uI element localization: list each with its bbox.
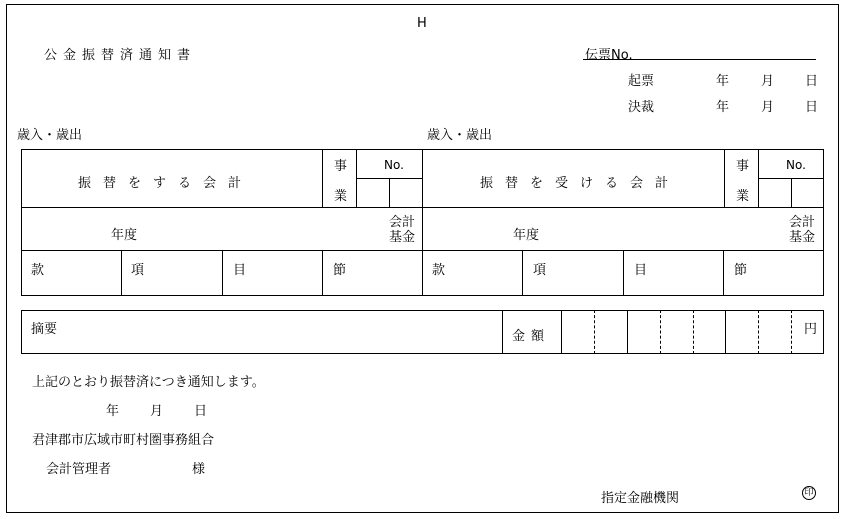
kessai-day: 日 (805, 100, 819, 115)
left-moku-line (222, 250, 223, 296)
left-jigyo-label-1: 事 (334, 159, 348, 174)
left-kikin-label: 基金 (389, 230, 416, 245)
kingaku-right-line (561, 310, 562, 354)
right-jigyo-label-2: 業 (736, 189, 750, 204)
left-kan-label: 款 (31, 263, 45, 278)
right-moku-line (623, 250, 624, 296)
footer-day: 日 (194, 404, 208, 419)
kihyo-day: 日 (805, 74, 819, 89)
digit-divider (758, 310, 759, 354)
right-moku-label: 目 (634, 263, 648, 278)
right-nendo-label: 年度 (513, 228, 540, 243)
bank-label: 指定金融機関 (601, 491, 680, 506)
right-kaikei-label: 会計 (789, 215, 816, 230)
left-moku-label: 目 (233, 263, 247, 278)
footer-year: 年 (106, 404, 120, 419)
right-kou-label: 項 (533, 263, 547, 278)
left-kaikei-label: 会計 (389, 215, 416, 230)
kessai-year: 年 (716, 100, 730, 115)
kihyo-month: 月 (761, 74, 775, 89)
right-no-label: No. (786, 158, 806, 172)
seal-label: 印 (804, 488, 814, 498)
left-nendo-label: 年度 (111, 228, 138, 243)
left-no-split (389, 178, 390, 207)
right-account-label: 振替を受ける会計 (480, 176, 681, 191)
seal-mark (802, 486, 816, 500)
main-center-line (422, 149, 423, 296)
kihyo-label: 起票 (628, 74, 655, 89)
left-type-label: 歳入・歳出 (17, 128, 83, 143)
kihyo-year: 年 (716, 74, 730, 89)
left-kou-line (121, 250, 122, 296)
kessai-month: 月 (761, 100, 775, 115)
form-title: 公金振替済通知書 (44, 48, 197, 63)
kingaku-label: 金額 (512, 329, 551, 344)
digit-divider (660, 310, 661, 354)
right-setsu-line (723, 250, 724, 296)
left-kou-label: 項 (131, 263, 145, 278)
right-setsu-label: 節 (734, 263, 748, 278)
left-account-label: 振替をする会計 (78, 176, 254, 191)
right-jigyo-label-1: 事 (736, 159, 750, 174)
slip-no-underline (583, 59, 816, 60)
notice-text: 上記のとおり振替済につき通知します。 (32, 375, 265, 390)
left-setsu-label: 節 (333, 263, 347, 278)
right-kan-label: 款 (432, 263, 446, 278)
sama-label: 様 (192, 462, 206, 477)
kingaku-left-line (502, 310, 503, 354)
slip-no-label: 伝票No. (585, 48, 633, 63)
form-mark: H (417, 16, 427, 31)
org-name: 君津郡市広域市町村圏事務組合 (32, 433, 215, 448)
footer-month: 月 (150, 404, 164, 419)
digit-divider (627, 310, 628, 354)
tekiyo-label: 摘要 (31, 322, 58, 337)
digit-divider (791, 310, 792, 354)
right-kikin-label: 基金 (789, 230, 816, 245)
left-jigyo-line (322, 149, 323, 207)
left-setsu-line (322, 250, 323, 296)
digit-divider (725, 310, 726, 354)
right-type-label: 歳入・歳出 (427, 128, 493, 143)
manager-label: 会計管理者 (46, 462, 112, 477)
yen-label: 円 (804, 322, 818, 337)
left-jigyo-label-2: 業 (334, 189, 348, 204)
kessai-label: 決裁 (628, 100, 655, 115)
digit-divider (693, 310, 694, 354)
digit-divider (594, 310, 595, 354)
right-kou-line (522, 250, 523, 296)
left-no-label: No. (384, 158, 404, 172)
right-no-split (791, 178, 792, 207)
right-jigyo-line (724, 149, 725, 207)
summary-table (21, 310, 824, 354)
